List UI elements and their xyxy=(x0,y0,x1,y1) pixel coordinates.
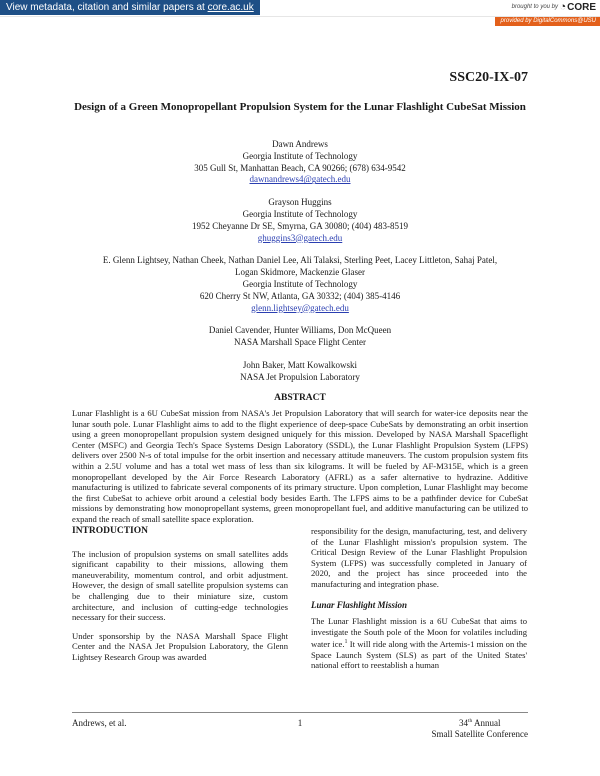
conference-annual: Annual xyxy=(472,718,501,728)
author-affiliation: Georgia Institute of Technology xyxy=(242,208,358,219)
abstract-heading: ABSTRACT xyxy=(274,393,326,403)
author-block xyxy=(72,360,528,384)
abstract-text: Lunar Flashlight is a 6U CubeSat mission from NASA's Jet Propulsion Laboratory that will search for water-ice deposits near the lunar south pole. Lunar Flashlight aims to add to the flight experience of deep-space CubeSats by demonstrating an orbit insertion using a green monopropellant propulsion system designed uniquely for this mission. Developed by NASA Marshall Spaceflight Center (MSFC) and Georgia Tech's Space Systems Design Laboratory (SSDL), the Lunar Flashlight Propulsion System (LFPS) delivers over 2500 N-s of total impulse for the orbit insertion and necessary attitude maneuvers. The custom propulsion system fits within a 2.5U volume and has a total wet mass of less than six kilograms. It will be fueled by AF-M315E, which is a green monopropellant developed by the Air Force Research Laboratory (AFRL) as a safer alternative to hydrazine. Additive manufacturing is utilized to fabricate several components of its primary structure. Upon completion, Lunar Flashlight may become the first CubeSat to achieve orbit around a celestial body besides Earth. The LFPS aims to be a pathfinder device for CubeSat missions by demonstrating how monopropellant systems, green monopropellant fuel, and additive manufacturing can be utilized to expand the reach of small satellite space exploration. xyxy=(72,408,528,524)
core-site-link[interactable]: core.ac.uk xyxy=(207,2,254,13)
left-column xyxy=(72,526,288,671)
provided-by-link[interactable]: provided by DigitalCommons@USU xyxy=(495,17,600,26)
mission-text: The Lunar Flashlight mission is a 6U CubeSat that aims to investigate the South pole of the Moon for volatiles including water ice. xyxy=(311,616,527,650)
introduction-heading: INTRODUCTION xyxy=(72,526,149,536)
author-block xyxy=(72,197,528,244)
author-affiliation: NASA Marshall Space Flight Center xyxy=(234,337,366,348)
core-logo-text: CORE xyxy=(567,2,596,13)
author-affiliation: Georgia Institute of Technology xyxy=(242,278,358,289)
page-number: 1 xyxy=(297,718,303,728)
author-names: Daniel Cavender, Hunter Williams, Don McQueen xyxy=(208,325,392,336)
intro-paragraph: Under sponsorship by the NASA Marshall Space Flight Center and the NASA Jet Propulsion Laboratory, the Glenn Lightsey Research Group was awarded xyxy=(72,630,288,662)
author-address: 305 Gull St, Manhattan Beach, CA 90266; (678) 634-9542 xyxy=(194,162,406,173)
right-column xyxy=(311,526,527,679)
conference-line-1 xyxy=(432,716,528,729)
author-block xyxy=(72,325,528,349)
core-logo[interactable] xyxy=(559,1,596,13)
author-names: E. Glenn Lightsey, Nathan Cheek, Nathan Daniel Lee, Ali Talaksi, Sterling Peet, Lacey Littleton, Sahaj Patel, xyxy=(102,255,498,266)
author-address: 620 Cherry St NW, Atlanta, GA 30332; (404) 385-4146 xyxy=(199,290,401,301)
paper-title: Design of a Green Monopropellant Propulsion System for the Lunar Flashlight CubeSat Mission xyxy=(74,101,526,113)
author-email-link[interactable]: glenn.lightsey@gatech.edu xyxy=(251,302,349,313)
intro-paragraph: responsibility for the design, manufacturing, test, and delivery of the Lunar Flashlight mission's propulsion system. The Critical Design Review of the Lunar Flashlight Propulsion System (LFPS) was successfully completed in January of 2020, and the project has since proceeded into the manufacturing and integration phase. xyxy=(311,526,527,589)
view-metadata-link[interactable] xyxy=(0,0,260,15)
author-names: John Baker, Matt Kowalkowski xyxy=(242,359,358,370)
mission-text: It will ride along with the Artemis-1 mission on the Space Launch System (SLS) as part of the United States' national effort to reestablish a human xyxy=(311,639,527,671)
author-block xyxy=(72,139,528,186)
intro-paragraph: The inclusion of propulsion systems on small satellites adds significant capability to their missions, allowing them maneuverability, momentum control, and orbit adjustment. However, the design of small satellite propulsion systems can be challenging due to their miniature size, custom architecture, and inclusion of cutting-edge technologies necessary for their success. xyxy=(72,548,288,623)
brought-by-text: brought to you by xyxy=(511,4,558,10)
author-address: 1952 Cheyanne Dr SE, Smyrna, GA 30080; (404) 483-8519 xyxy=(192,220,408,231)
author-email-link[interactable]: dawnandrews4@gatech.edu xyxy=(249,174,351,185)
footer-conference xyxy=(432,716,528,740)
conference-ordinal: th xyxy=(468,718,473,724)
author-name: Grayson Huggins xyxy=(268,197,332,208)
footnote-marker[interactable]: 1 xyxy=(344,639,348,646)
author-email-link[interactable]: ghuggins3@gatech.edu xyxy=(257,232,343,243)
author-affiliation: NASA Jet Propulsion Laboratory xyxy=(240,371,360,382)
view-metadata-text: View metadata, citation and similar papers at xyxy=(6,2,208,13)
paper-id: SSC20-IX-07 xyxy=(449,70,528,85)
author-affiliation: Georgia Institute of Technology xyxy=(242,150,358,161)
author-block xyxy=(72,255,528,314)
author-name: Dawn Andrews xyxy=(272,139,328,149)
footer-divider xyxy=(72,712,528,713)
footer-authors: Andrews, et al. xyxy=(72,718,127,728)
core-logo-icon: ◔ xyxy=(559,1,567,13)
conference-number: 34 xyxy=(459,718,468,728)
mission-heading: Lunar Flashlight Mission xyxy=(311,599,408,610)
author-names: Logan Skidmore, Mackenzie Glaser xyxy=(235,267,365,278)
conference-line-2: Small Satellite Conference xyxy=(431,729,528,739)
mission-paragraph xyxy=(311,616,527,671)
core-banner xyxy=(0,0,600,26)
author-list xyxy=(72,139,528,395)
